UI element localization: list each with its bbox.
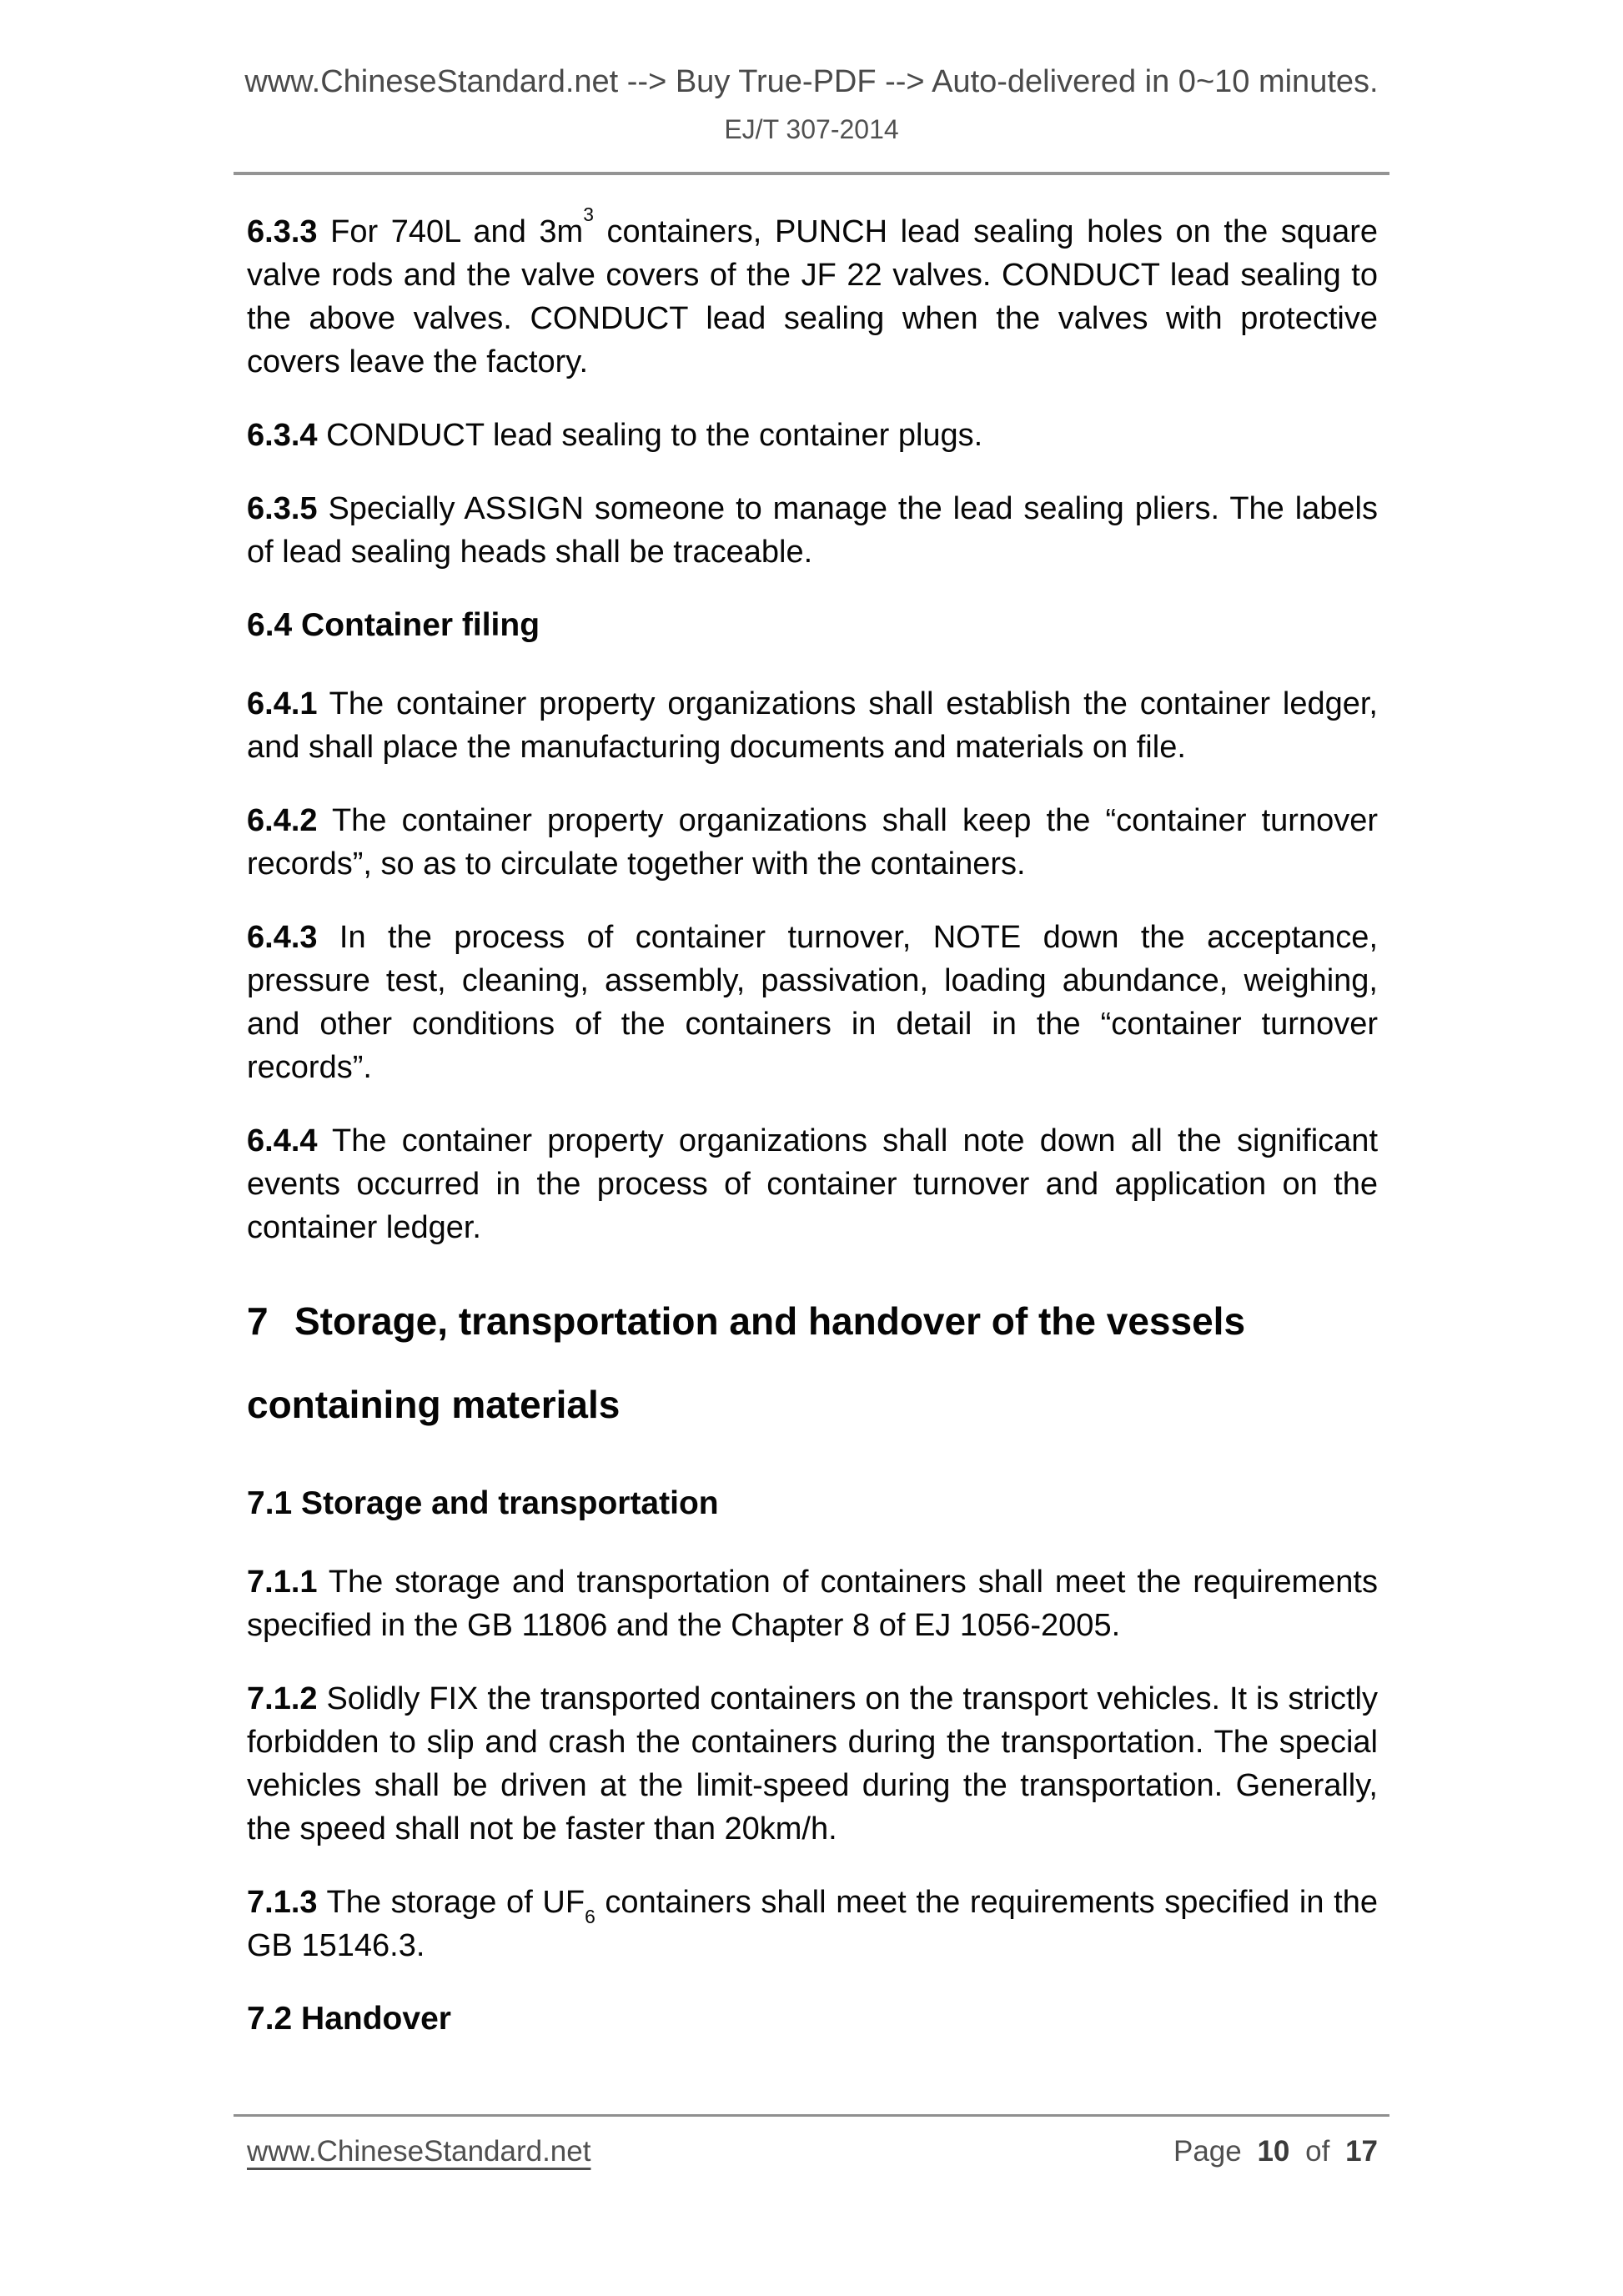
- clause-6.4.3: 6.4.3 In the process of container turnover, NOTE down the acceptance, pressure test, cleaning, assembly, passivation, loading abundance, weighing, and other conditions of the containers in detail in the “container turnover records”.: [247, 920, 1378, 1085]
- clause-6.4.2: 6.4.2 The container property organizations shall keep the “container turnover records”, so as to circulate together with the containers.: [247, 803, 1378, 882]
- clause-7.1.2: 7.1.2 Solidly FIX the transported containers on the transport vehicles. It is strictly forbidden to slip and crash the containers during the transportation. The special vehicles shall be driven at the limit-speed during the transportation. Generally, the speed shall not be faster than 20km/h.: [247, 1681, 1378, 1846]
- heading-7: 7 Storage, transportation and handover of the vessels containing materials: [247, 1299, 1246, 1426]
- clause-7.1.1: 7.1.1 The storage and transportation of containers shall meet the requirements specified in the GB 11806 and the Chapter 8 of EJ 1056-2005.: [247, 1565, 1378, 1643]
- footer-page-label: Page: [1173, 2135, 1242, 2168]
- header-standard-number: EJ/T 307-2014: [724, 114, 899, 144]
- footer-website-link[interactable]: www.ChineseStandard.net: [247, 2135, 591, 2168]
- footer-page-number: 10: [1257, 2135, 1290, 2168]
- header-divider: [234, 172, 1389, 175]
- heading-6.4: 6.4 Container filing: [247, 607, 540, 643]
- page-footer: [247, 2133, 1378, 2170]
- clause-6.3.5: 6.3.5 Specially ASSIGN someone to manage the lead sealing pliers. The labels of lead sealing heads shall be traceable.: [247, 491, 1378, 570]
- clause-6.3.4: 6.3.4 CONDUCT lead sealing to the container plugs.: [247, 418, 983, 453]
- footer-page-indicator: [1173, 2133, 1378, 2170]
- clause-7.1.3: 7.1.3 The storage of $UF_6$ containers shall meet the requirements specified in the GB 15146.3.: [247, 1885, 1378, 1963]
- heading-7.2: 7.2 Handover: [247, 2001, 451, 2037]
- document-body: [247, 203, 1378, 2076]
- clause-6.4.1: 6.4.1 The container property organizations shall establish the container ledger, and shall place the manufacturing documents and materials on file.: [247, 686, 1378, 765]
- footer-of-label: of: [1305, 2135, 1330, 2168]
- clause-6.3.3: 6.3.3 For 740L and $3m^3$ containers, PUNCH lead sealing holes on the square valve rods and the valve covers of the JF 22 valves. CONDUCT lead sealing to the above valves. CONDUCT lead sealing when the valves with protective covers leave the factory.: [247, 203, 1378, 379]
- footer-page-total: 17: [1345, 2135, 1378, 2168]
- header-promo-text: www.ChineseStandard.net --> Buy True-PDF --> Auto-delivered in 0~10 minutes.: [244, 64, 1379, 99]
- footer-divider: [234, 2114, 1389, 2117]
- heading-7.1: 7.1 Storage and transportation: [247, 1485, 719, 1521]
- clause-6.4.4: 6.4.4 The container property organizations shall note down all the significant events occurred in the process of container turnover and application on the container ledger.: [247, 1123, 1378, 1245]
